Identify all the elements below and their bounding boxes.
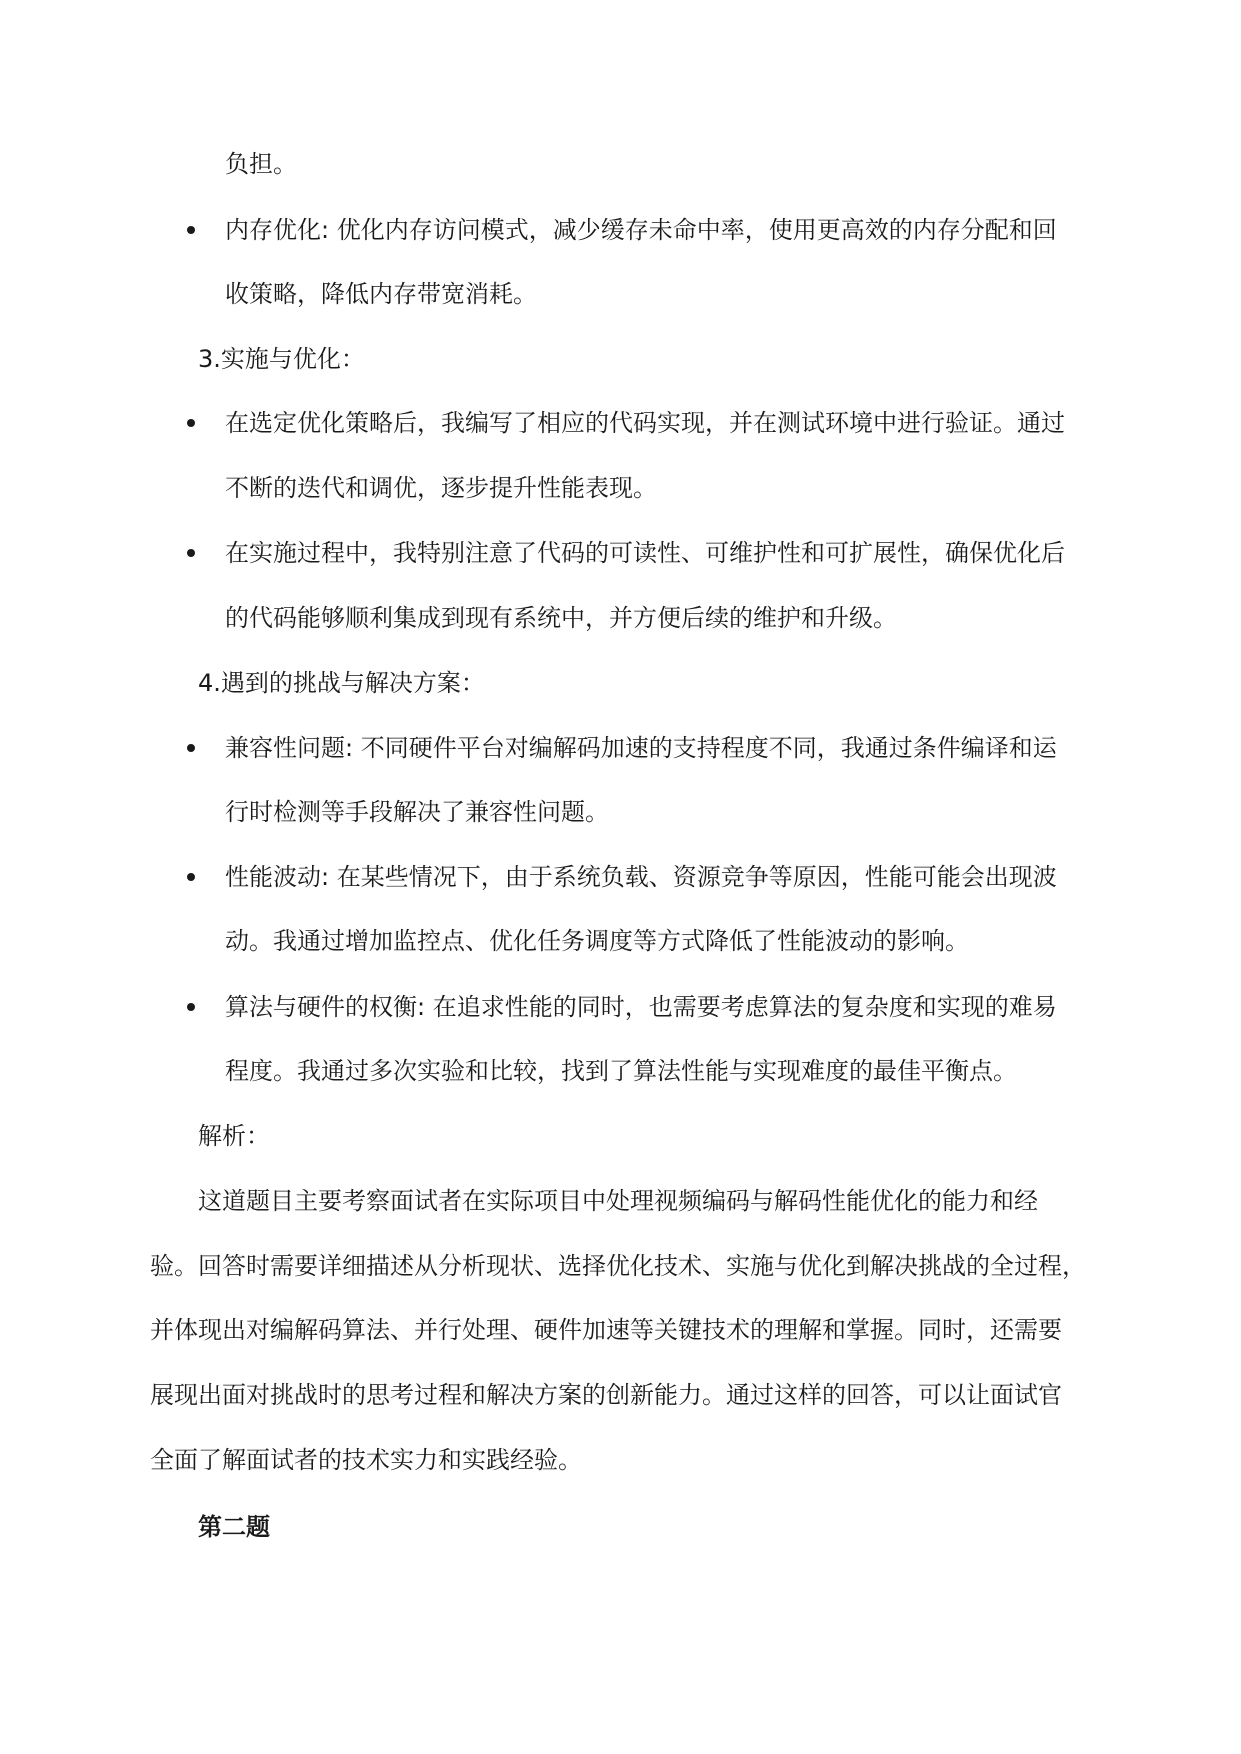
list-item: 兼容性问题: 不同硬件平台对编解码加速的支持程度不同，我通过条件编译和运: [225, 734, 1057, 762]
question-title: 第二题: [198, 1513, 270, 1541]
analysis-paragraph-line: 这道题目主要考察面试者在实际项目中处理视频编码与解码性能优化的能力和经: [198, 1187, 1038, 1215]
bullet-icon: [187, 1003, 195, 1011]
analysis-paragraph-line: 展现出面对挑战时的思考过程和解决方案的创新能力。通过这样的回答，可以让面试官: [150, 1381, 1062, 1409]
analysis-label: 解析：: [198, 1122, 270, 1150]
bullet-icon: [187, 744, 195, 752]
list-item: 程度。我通过多次实验和比较，找到了算法性能与实现难度的最佳平衡点。: [225, 1057, 1017, 1085]
list-item: 内存优化: 优化内存访问模式，减少缓存未命中率，使用更高效的内存分配和回: [225, 216, 1057, 244]
list-item: 算法与硬件的权衡: 在追求性能的同时，也需要考虑算法的复杂度和实现的难易: [225, 993, 1057, 1021]
list-item: 不断的迭代和调优，逐步提升性能表现。: [225, 474, 657, 502]
bullet-icon: [187, 419, 195, 427]
list-item: 行时检测等手段解决了兼容性问题。: [225, 798, 609, 826]
list-item: 在选定优化策略后，我编写了相应的代码实现，并在测试环境中进行验证。通过: [225, 409, 1065, 437]
carryover-text: 负担。: [225, 150, 297, 178]
bullet-icon: [187, 873, 195, 881]
list-item: 性能波动: 在某些情况下，由于系统负载、资源竞争等原因，性能可能会出现波: [225, 863, 1057, 891]
analysis-paragraph-line: 验。回答时需要详细描述从分析现状、选择优化技术、实施与优化到解决挑战的全过程，: [150, 1252, 1086, 1280]
analysis-paragraph-line: 并体现出对编解码算法、并行处理、硬件加速等关键技术的理解和掌握。同时，还需要: [150, 1316, 1062, 1344]
section-heading-challenges: 4.遇到的挑战与解决方案：: [198, 669, 485, 697]
analysis-paragraph-line: 全面了解面试者的技术实力和实践经验。: [150, 1446, 582, 1474]
bullet-icon: [187, 226, 195, 234]
list-item: 收策略，降低内存带宽消耗。: [225, 280, 537, 308]
bullet-icon: [187, 549, 195, 557]
list-item: 的代码能够顺利集成到现有系统中，并方便后续的维护和升级。: [225, 604, 897, 632]
list-item: 在实施过程中，我特别注意了代码的可读性、可维护性和可扩展性，确保优化后: [225, 539, 1065, 567]
section-heading-implementation: 3.实施与优化：: [198, 345, 365, 373]
list-item: 动。我通过增加监控点、优化任务调度等方式降低了性能波动的影响。: [225, 927, 969, 955]
